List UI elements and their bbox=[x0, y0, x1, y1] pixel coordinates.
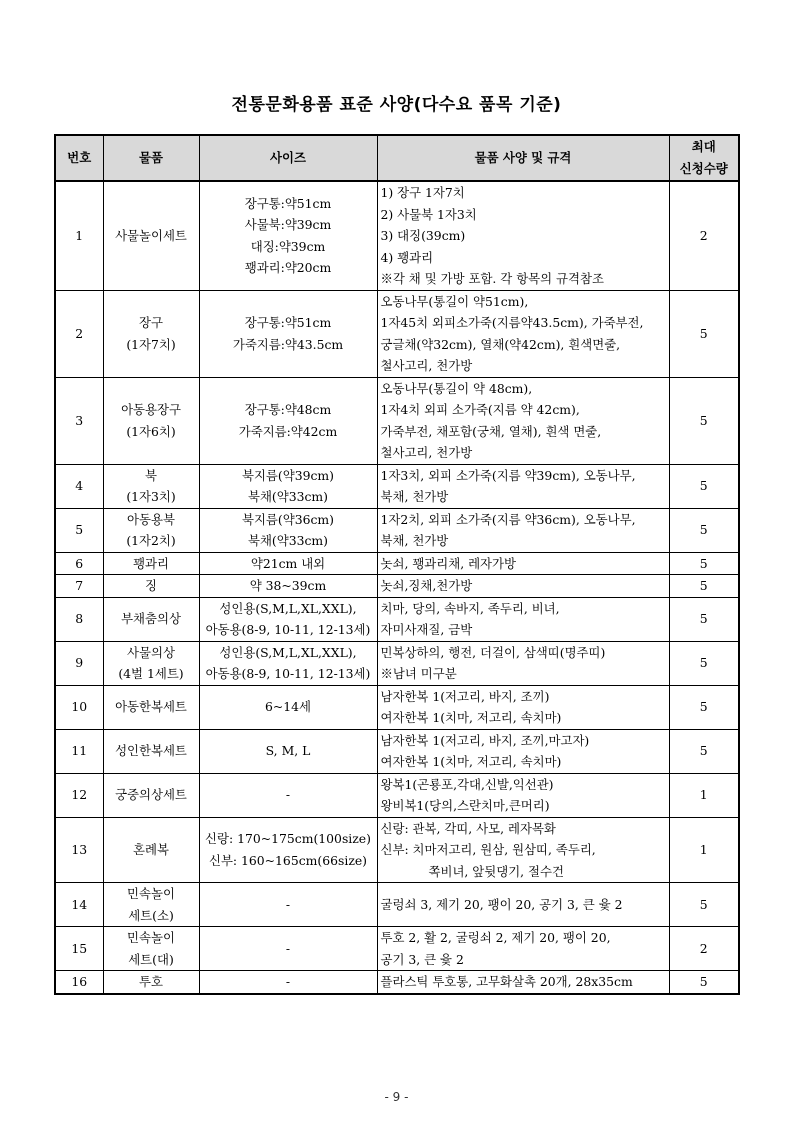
cell-spec-line: 2) 사물북 1자3치 bbox=[380, 206, 477, 222]
cell-size-line: 장구통:약51cm bbox=[244, 315, 332, 330]
cell-no: 8 bbox=[55, 597, 103, 641]
cell-item-line: 투호 bbox=[139, 974, 163, 989]
cell-qty: 1 bbox=[669, 773, 739, 817]
header-max-qty-line1: 최대 bbox=[691, 139, 716, 154]
cell-spec-line: 투호 2, 활 2, 굴렁쇠 2, 제기 20, 팽이 20, bbox=[380, 930, 611, 945]
cell-no: 1 bbox=[55, 181, 103, 290]
table-row bbox=[55, 575, 739, 598]
header-row bbox=[55, 135, 739, 181]
cell-qty: 5 bbox=[669, 508, 739, 552]
cell-item bbox=[103, 508, 199, 552]
cell-size-line: 약 38~39cm bbox=[249, 578, 327, 593]
cell-size-line: 아동용(8-9, 10-11, 12-13세) bbox=[205, 666, 371, 681]
cell-spec bbox=[377, 508, 669, 552]
cell-spec-line: 여자한복 1(치마, 저고리, 속치마) bbox=[380, 754, 562, 769]
cell-spec-line: 북채, 천가방 bbox=[380, 533, 449, 548]
cell-no: 10 bbox=[55, 685, 103, 729]
cell-spec-line: ※각 채 및 가방 포함. 각 항목의 규격참조 bbox=[380, 271, 604, 286]
cell-item-line: 아동용장구 bbox=[121, 402, 181, 417]
cell-qty: 5 bbox=[669, 575, 739, 598]
cell-item bbox=[103, 883, 199, 927]
cell-item-line: 북 bbox=[145, 467, 157, 483]
cell-qty: 2 bbox=[669, 181, 739, 290]
cell-spec bbox=[377, 377, 669, 464]
table-row bbox=[55, 883, 739, 927]
cell-item-line: 궁중의상세트 bbox=[115, 787, 187, 803]
cell-spec-line: 1자4치 외피 소가죽(지름 약 42cm), bbox=[380, 402, 580, 417]
cell-spec-line: 신랑: 관복, 각띠, 사모, 레자목화 bbox=[380, 820, 556, 836]
cell-size-line: 신부: 160~165cm(66size) bbox=[208, 852, 368, 868]
cell-no: 4 bbox=[55, 464, 103, 508]
cell-size bbox=[199, 377, 377, 464]
table-row bbox=[55, 290, 739, 377]
cell-spec-line: 1자45치 외피소가죽(지름약43.5cm), 가죽부전, bbox=[380, 315, 644, 330]
cell-spec-line: 궁글채(약32cm), 열채(약42cm), 흰색면줄, bbox=[380, 336, 621, 352]
cell-spec-line: 1자3치, 외피 소가죽(지름 약39cm), 오동나무, bbox=[380, 467, 636, 483]
cell-no: 14 bbox=[55, 883, 103, 927]
cell-spec-line: 4) 꽹과리 bbox=[380, 249, 434, 265]
cell-spec bbox=[377, 464, 669, 508]
cell-size-line: - bbox=[285, 896, 291, 912]
cell-size-line: 아동용(8-9, 10-11, 12-13세) bbox=[205, 622, 371, 637]
cell-item bbox=[103, 377, 199, 464]
cell-item-line: (1자3치) bbox=[126, 489, 176, 504]
cell-spec-line: 남자한복 1(저고리, 바지, 조끼,마고자) bbox=[380, 732, 590, 748]
cell-spec-line: 철사고리, 천가방 bbox=[380, 445, 473, 460]
cell-size-line: 북지름(약36cm) bbox=[241, 511, 334, 527]
cell-no: 5 bbox=[55, 508, 103, 552]
cell-size bbox=[199, 971, 377, 994]
cell-size bbox=[199, 773, 377, 817]
table-row bbox=[55, 927, 739, 971]
cell-size-line: 가죽지름:약43.5cm bbox=[232, 336, 344, 352]
cell-spec-line: 쪽비녀, 앞뒷댕기, 절수건 bbox=[428, 863, 564, 879]
cell-qty: 5 bbox=[669, 290, 739, 377]
cell-size bbox=[199, 290, 377, 377]
cell-size-line: 가죽지름:약42cm bbox=[238, 423, 338, 439]
cell-spec bbox=[377, 817, 669, 883]
cell-size bbox=[199, 729, 377, 773]
cell-spec-line: 굴렁쇠 3, 제기 20, 팽이 20, 공기 3, 큰 윷 2 bbox=[380, 896, 623, 912]
cell-item bbox=[103, 597, 199, 641]
cell-no: 12 bbox=[55, 773, 103, 817]
page-title: 전통문화용품 표준 사양(다수요 품목 기준) bbox=[231, 95, 562, 115]
cell-qty: 5 bbox=[669, 552, 739, 575]
cell-item-line: 민속놀이 bbox=[127, 930, 175, 945]
table-row bbox=[55, 508, 739, 552]
page-number: - 9 - bbox=[384, 1090, 409, 1104]
header-spec: 물품 사양 및 규격 bbox=[377, 135, 669, 181]
cell-spec-line: 3) 대징(39cm) bbox=[380, 228, 466, 243]
cell-size-line: 6~14세 bbox=[264, 699, 311, 715]
table-row bbox=[55, 181, 739, 290]
cell-item bbox=[103, 464, 199, 508]
cell-spec-line: 공기 3, 큰 윷 2 bbox=[380, 951, 464, 967]
cell-spec bbox=[377, 597, 669, 641]
cell-item bbox=[103, 290, 199, 377]
cell-no: 16 bbox=[55, 971, 103, 994]
cell-spec bbox=[377, 641, 669, 685]
cell-size bbox=[199, 927, 377, 971]
table-row bbox=[55, 641, 739, 685]
cell-size bbox=[199, 597, 377, 641]
cell-size bbox=[199, 552, 377, 575]
cell-spec bbox=[377, 971, 669, 994]
table-row bbox=[55, 597, 739, 641]
cell-item-line: 부채춤의상 bbox=[121, 611, 181, 627]
cell-qty: 5 bbox=[669, 597, 739, 641]
cell-item-line: 민속놀이 bbox=[127, 886, 175, 901]
cell-item-line: 꽹과리 bbox=[133, 555, 169, 571]
cell-spec-line: 오동나무(통길이 약51cm), bbox=[380, 293, 529, 309]
cell-size-line: 장구통:약51cm bbox=[244, 195, 332, 211]
cell-item bbox=[103, 181, 199, 290]
cell-spec-line: ※남녀 미구분 bbox=[380, 666, 457, 681]
table-row bbox=[55, 729, 739, 773]
cell-item-line: 세트(대) bbox=[128, 951, 174, 967]
cell-size-line: 북채(약33cm) bbox=[247, 533, 329, 548]
cell-spec bbox=[377, 290, 669, 377]
cell-item-line: 징 bbox=[145, 578, 157, 593]
cell-spec-line: 1) 장구 1자7치 bbox=[380, 185, 465, 200]
cell-qty: 5 bbox=[669, 377, 739, 464]
cell-no: 6 bbox=[55, 552, 103, 575]
cell-item-line: (4벌 1세트) bbox=[118, 666, 184, 681]
cell-spec-line: 왕복1(곤룡포,각대,신발,익선관) bbox=[380, 776, 554, 792]
cell-no: 9 bbox=[55, 641, 103, 685]
cell-size-line: 약21cm 내외 bbox=[250, 555, 326, 571]
table-row bbox=[55, 464, 739, 508]
cell-item-line: 사물의상 bbox=[127, 644, 175, 660]
cell-spec-line: 신부: 치마저고리, 원삼, 원삼띠, 족두리, bbox=[380, 842, 596, 857]
header-size: 사이즈 bbox=[199, 135, 377, 181]
cell-item-line: 세트(소) bbox=[128, 907, 174, 923]
cell-size-line: - bbox=[285, 787, 291, 803]
cell-item bbox=[103, 685, 199, 729]
header-no: 번호 bbox=[55, 135, 103, 181]
cell-spec-line: 놋쇠, 꽹과리채, 레자가방 bbox=[380, 555, 516, 571]
header-max-qty-line2: 신청수량 bbox=[679, 161, 728, 176]
cell-item bbox=[103, 641, 199, 685]
cell-spec-line: 철사고리, 천가방 bbox=[380, 358, 473, 373]
table-row bbox=[55, 552, 739, 575]
cell-size-line: 성인용(S,M,L,XL,XXL), bbox=[219, 644, 357, 660]
cell-size-line: - bbox=[285, 940, 291, 956]
cell-qty: 5 bbox=[669, 971, 739, 994]
cell-qty: 2 bbox=[669, 927, 739, 971]
table-body bbox=[55, 181, 739, 994]
cell-item bbox=[103, 927, 199, 971]
cell-item bbox=[103, 971, 199, 994]
cell-size bbox=[199, 685, 377, 729]
cell-spec bbox=[377, 773, 669, 817]
cell-size-line: 장구통:약48cm bbox=[244, 402, 332, 417]
cell-qty: 5 bbox=[669, 464, 739, 508]
cell-no: 7 bbox=[55, 575, 103, 598]
cell-spec bbox=[377, 883, 669, 927]
cell-item-line: (1자7치) bbox=[126, 336, 176, 352]
cell-qty: 5 bbox=[669, 883, 739, 927]
cell-size-line: 꽹과리:약20cm bbox=[244, 260, 332, 276]
cell-spec-line: 북채, 천가방 bbox=[380, 489, 449, 504]
cell-size bbox=[199, 508, 377, 552]
cell-item bbox=[103, 773, 199, 817]
cell-size bbox=[199, 883, 377, 927]
cell-size-line: 북채(약33cm) bbox=[247, 489, 329, 504]
cell-spec-line: 치마, 당의, 속바지, 족두리, 비녀, bbox=[380, 600, 560, 616]
spec-table bbox=[54, 134, 740, 995]
cell-item-line: 장구 bbox=[139, 315, 163, 330]
cell-spec-line: 자미사재질, 금박 bbox=[380, 622, 473, 637]
cell-spec bbox=[377, 729, 669, 773]
cell-qty: 5 bbox=[669, 685, 739, 729]
cell-spec-line: 민복상하의, 행전, 더걸이, 삼색띠(명주띠) bbox=[380, 644, 606, 660]
table-row bbox=[55, 817, 739, 883]
cell-item-line: 혼례복 bbox=[133, 842, 169, 857]
cell-spec-line: 플라스틱 투호통, 고무화살촉 20개, 28x35cm bbox=[380, 974, 633, 989]
cell-no: 15 bbox=[55, 927, 103, 971]
cell-spec-line: 왕비복1(당의,스란치마,큰머리) bbox=[380, 798, 550, 813]
table-row bbox=[55, 971, 739, 994]
cell-size bbox=[199, 181, 377, 290]
cell-item bbox=[103, 575, 199, 598]
cell-spec-line: 오동나무(통길이 약 48cm), bbox=[380, 380, 533, 396]
header-max-qty bbox=[669, 135, 739, 181]
cell-spec bbox=[377, 685, 669, 729]
cell-spec-line: 1자2치, 외피 소가죽(지름 약36cm), 오동나무, bbox=[380, 511, 636, 527]
cell-no: 13 bbox=[55, 817, 103, 883]
cell-spec bbox=[377, 181, 669, 290]
cell-item-line: (1자6치) bbox=[126, 423, 176, 439]
header-item: 물품 bbox=[103, 135, 199, 181]
cell-size bbox=[199, 575, 377, 598]
cell-qty: 5 bbox=[669, 729, 739, 773]
table-row bbox=[55, 685, 739, 729]
cell-spec bbox=[377, 927, 669, 971]
cell-size-line: 대징:약39cm bbox=[250, 238, 326, 254]
cell-size-line: 북지름(약39cm) bbox=[241, 467, 334, 483]
cell-spec bbox=[377, 575, 669, 598]
cell-spec-line: 남자한복 1(저고리, 바지, 조끼) bbox=[380, 688, 550, 704]
cell-size-line: S, M, L bbox=[265, 743, 311, 759]
cell-no: 2 bbox=[55, 290, 103, 377]
cell-spec-line: 가죽부전, 채포함(궁채, 열채), 흰색 면줄, bbox=[380, 423, 602, 439]
cell-item-line: 아동용북 bbox=[127, 511, 175, 527]
cell-qty: 1 bbox=[669, 817, 739, 883]
cell-item-line: 성인한복세트 bbox=[115, 743, 187, 759]
cell-spec-line: 여자한복 1(치마, 저고리, 속치마) bbox=[380, 710, 562, 725]
table-row bbox=[55, 377, 739, 464]
cell-item bbox=[103, 729, 199, 773]
cell-spec bbox=[377, 552, 669, 575]
cell-item-line: 아동한복세트 bbox=[115, 699, 187, 715]
cell-item-line: (1자2치) bbox=[126, 533, 176, 548]
cell-size bbox=[199, 641, 377, 685]
cell-size bbox=[199, 464, 377, 508]
cell-item bbox=[103, 817, 199, 883]
cell-size-line: 사물북:약39cm bbox=[244, 217, 332, 233]
cell-spec-line: 놋쇠,징채,천가방 bbox=[380, 578, 473, 593]
cell-size-line: 신랑: 170~175cm(100size) bbox=[205, 831, 371, 847]
cell-item-line: 사물놀이세트 bbox=[115, 228, 187, 243]
cell-no: 11 bbox=[55, 729, 103, 773]
cell-size-line: 성인용(S,M,L,XL,XXL), bbox=[219, 600, 357, 616]
table-row bbox=[55, 773, 739, 817]
cell-size bbox=[199, 817, 377, 883]
cell-item bbox=[103, 552, 199, 575]
cell-no: 3 bbox=[55, 377, 103, 464]
cell-size-line: - bbox=[285, 974, 291, 989]
cell-qty: 5 bbox=[669, 641, 739, 685]
